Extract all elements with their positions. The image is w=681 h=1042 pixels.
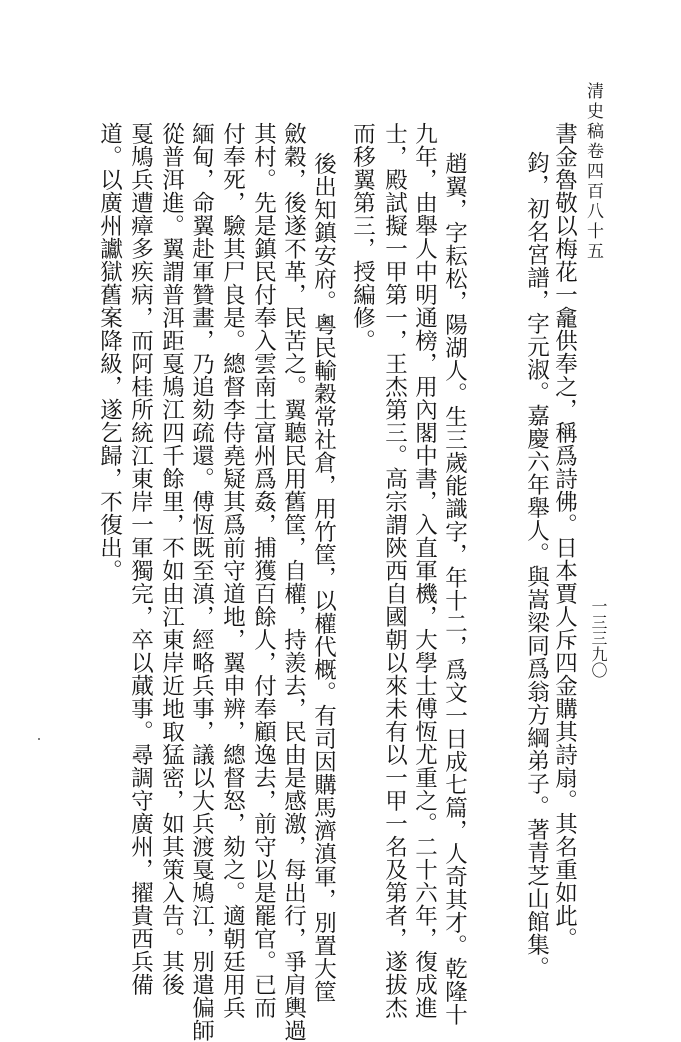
text-column: 其村。先是鎮民付奉入雲南土富州爲姦，捕獲百餘人，付奉顧逸去，前守以是罷官。已而 bbox=[250, 122, 277, 1019]
text-column: 戛鳩兵遭瘴多疾病，而阿桂所統江東岸一軍獨完，卒以蕆事。尋調守廣州，擢貴西兵備 bbox=[127, 122, 154, 996]
text-column: 斂穀，後遂不革，民苦之。翼聽民用舊筐，自權，持羨去，民由是感激，每出行，爭肩輿過 bbox=[280, 122, 307, 1042]
scan-speck bbox=[38, 738, 40, 740]
running-header: 清史稿卷四百八十五 bbox=[583, 82, 603, 262]
text-column: 付奉死，驗其尸良是。總督李侍堯疑其爲前守道地，翼申辨，總督怒，劾之。適朝廷用兵 bbox=[219, 122, 246, 1019]
text-column: 後出知鎮安府。粵民輸穀常社倉，用竹筐，以權代概。有司因購馬濟滇軍，別置大筐 bbox=[310, 152, 337, 1003]
text-column: 士，殿試擬一甲第一，王杰第三。高宗謂陝西自國朝以來未有以一甲一名及第者，遂拔杰 bbox=[381, 122, 408, 1019]
text-column: 九年，由舉人中明通榜，用內閣中書，入直軍機，大學士傅恆尤重之。二十六年，復成進 bbox=[411, 122, 438, 1019]
text-column: 趙翼，字耘松，陽湖人。生三歲能識字，年十二，爲文一日成七篇，人奇其才。乾隆十 bbox=[441, 152, 468, 1026]
text-column: 書金魯敬以梅花一龕供奉之，稱爲詩佛。日本賈人斥四金購其詩扇。其名重如此。 bbox=[551, 122, 578, 950]
text-column: 而移翼第三，授編修。 bbox=[349, 122, 376, 352]
text-column: 從普洱進。翼謂普洱距戛鳩江四千餘里，不如由江東岸近地取猛密，如其策入告。其後 bbox=[158, 122, 185, 996]
text-column: 鈞，初名宮譜，字元淑。嘉慶六年舉人。與嵩梁同爲翁方綱弟子。著青芝山館集。 bbox=[523, 151, 550, 979]
text-column: 緬甸，命翼赴軍贊畫，乃追劾疏還。傅恆既至滇，經略兵事，議以大兵渡戛鳩江，別遣偏師 bbox=[188, 122, 215, 1042]
text-column: 道。以廣州讞獄舊案降級，遂乞歸，不復出。 bbox=[96, 122, 123, 582]
page-number: 一三三九〇 bbox=[589, 598, 608, 678]
